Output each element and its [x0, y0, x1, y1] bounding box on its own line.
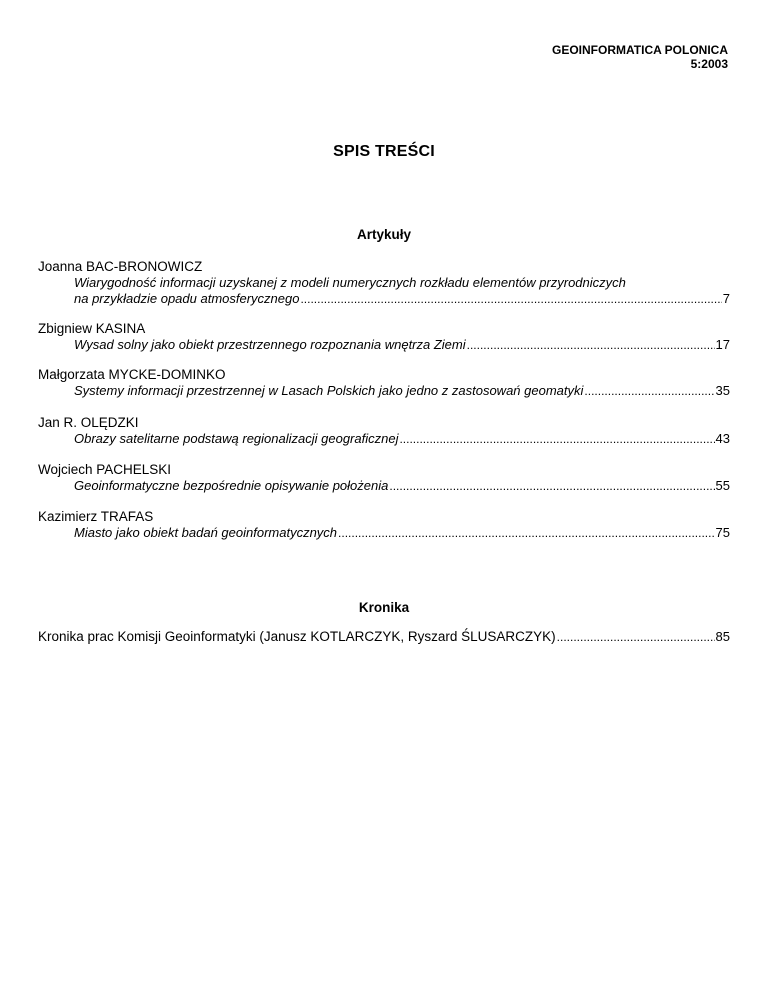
toc-page-number: 17 — [715, 337, 730, 352]
toc-title-line: Wiarygodność informacji uzyskanej z modeli numerycznych rozkładu elementów przyrodniczych — [74, 275, 626, 290]
chronicle-heading: Kronika — [358, 600, 410, 615]
journal-name: GEOINFORMATICA POLONICA — [552, 43, 728, 57]
toc-page-number: 7 — [722, 291, 730, 306]
dot-leader — [557, 629, 715, 645]
toc-entry — [38, 462, 730, 494]
toc-author: Joanna BAC-BRONOWICZ — [38, 259, 203, 274]
toc-title-leader — [38, 431, 730, 447]
dot-leader — [467, 337, 715, 353]
chronicle-entry — [38, 629, 730, 645]
toc-author: Kazimierz TRAFAS — [38, 509, 154, 524]
toc-entry — [38, 415, 730, 447]
dot-leader — [338, 525, 714, 541]
toc-title-text: Miasto jako obiekt badań geoinformatycznych — [74, 525, 338, 540]
toc-title-text: Wysad solny jako obiekt przestrzennego rozpoznania wnętrza Ziemi — [74, 337, 466, 352]
toc-title-leader — [38, 525, 730, 541]
toc-page-number: 75 — [715, 525, 730, 540]
dot-leader — [584, 383, 714, 399]
toc-title-text: Geoinformatyczne bezpośrednie opisywanie położenia — [74, 478, 389, 493]
toc-entry — [38, 259, 730, 307]
toc-title-leader — [38, 337, 730, 353]
toc-entry — [38, 367, 730, 399]
articles-heading: Artykuły — [356, 227, 412, 242]
chronicle-text: Kronika prac Komisji Geoinformatyki (Janusz KOTLARCZYK, Ryszard ŚLUSARCZYK) — [38, 629, 556, 644]
toc-page-number: 43 — [715, 431, 730, 446]
toc-author: Jan R. OLĘDZKI — [38, 415, 139, 430]
toc-title-text: Obrazy satelitarne podstawą regionalizacji geograficznej — [74, 431, 399, 446]
chronicle-page-number: 85 — [715, 629, 730, 644]
toc-title-leader — [38, 478, 730, 494]
toc-title-leader — [38, 383, 730, 399]
dot-leader — [300, 291, 721, 307]
toc-author: Zbigniew KASINA — [38, 321, 146, 336]
journal-issue: 5:2003 — [690, 57, 728, 71]
toc-title-leader — [38, 291, 730, 307]
dot-leader — [399, 431, 714, 447]
toc-page-number: 55 — [715, 478, 730, 493]
dot-leader — [389, 478, 714, 494]
toc-page-number: 35 — [715, 383, 730, 398]
toc-author: Małgorzata MYCKE-DOMINKO — [38, 367, 226, 382]
journal-header — [552, 43, 728, 71]
page-title: SPIS TREŚCI — [333, 143, 435, 160]
toc-entry — [38, 321, 730, 353]
toc-entry — [38, 509, 730, 541]
toc-title-text: Systemy informacji przestrzennej w Lasach Polskich jako jedno z zastosowań geomatyki — [74, 383, 584, 398]
toc-author: Wojciech PACHELSKI — [38, 462, 172, 477]
toc-title-text: na przykładzie opadu atmosferycznego — [74, 291, 300, 306]
